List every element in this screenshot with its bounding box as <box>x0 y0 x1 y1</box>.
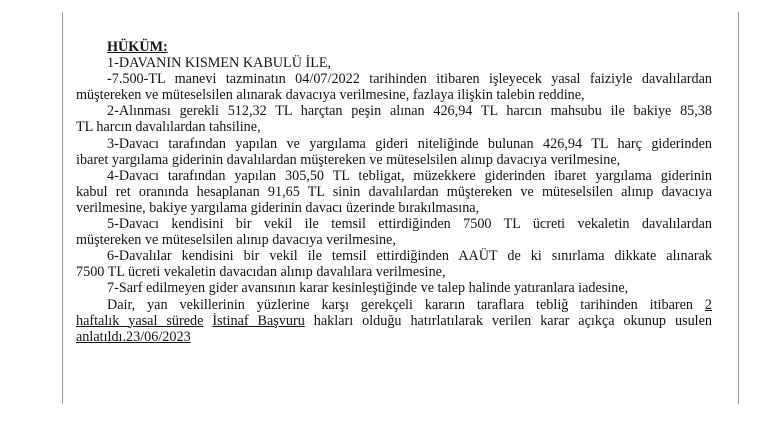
ruling-item-line: 4-Davacı tarafından yapılan 305,50 TL tebligat, müzekkere giderinden ibaret yargılama giderinin <box>107 167 712 184</box>
ruling-date: anlatıldı.23/06/2023 <box>76 328 191 345</box>
ruling-item-line: -7.500-TL manevi tazminatın 04/07/2022 tarihinden itibaren işleyecek yasal faiziyle davalılardan <box>107 71 712 88</box>
ruling-item-line: kabul ret oranında hesaplanan 91,65 TL sinin davalılardan müştereken ve müteselsilen alınıp davacıya <box>76 183 712 200</box>
ruling-item-line: müştereken ve müteselsilen alınıp davacıya verilmesine, <box>76 232 396 249</box>
ruling-item <box>76 216 712 248</box>
ruling-item-line: ibaret yargılama giderinin davalılardan müştereken ve müteselsilen alınıp davacıya verilmesine, <box>76 151 621 168</box>
final-line-2 <box>76 313 712 329</box>
final-line-3 <box>76 329 712 345</box>
ruling-item-line: 5-Davacı kendisini bir vekil ile temsil ettirdiğinden 7500 TL ücreti vekaletin davalılardan <box>107 216 712 233</box>
ruling-item-line: 2-Alınması gerekli 512,32 TL harçtan peşin alınan 426,94 TL harcın mahsubu ile bakiye 85,38 <box>107 103 712 120</box>
ruling-item-line: 6-Davalılar kendisini bir vekil ile temsil ettirdiğinden AAÜT de ki sınırlama dikkate alınarak <box>107 248 712 265</box>
ruling-item-line: 1-DAVANIN KISMEN KABULÜ İLE, <box>107 55 332 72</box>
ruling-item <box>76 248 712 280</box>
appeal-application-text: İstinaf Başvuru <box>212 312 305 329</box>
court-ruling-text <box>76 39 712 345</box>
ruling-item <box>76 168 712 216</box>
ruling-item <box>76 71 712 103</box>
ruling-item <box>76 280 712 296</box>
final-line-2-text: hakları olduğu hatırlatılarak verilen karar açıkça okunup usulen <box>304 312 713 329</box>
left-border-line <box>62 12 63 404</box>
ruling-item-line: TL harcın davalılardan tahsiline, <box>76 119 261 136</box>
ruling-item-line: 7500 TL ücreti vekaletin davacıdan alınıp davalılara verilmesine, <box>76 264 446 281</box>
final-paragraph <box>76 297 712 345</box>
final-line-1-text: Dair, yan vekillerinin yüzlerine karşı gerekçeli kararın taraflara tebliğ tarihinden itibaren <box>107 296 705 313</box>
ruling-heading: HÜKÜM: <box>107 39 168 55</box>
ruling-item-line: 7-Sarf edilmeyen gider avansının karar kesinleştiğinde ve talep halinde yatıranlara iadesine, <box>107 280 629 297</box>
final-line-1 <box>76 297 712 313</box>
right-border-line <box>738 12 739 404</box>
ruling-paragraphs <box>76 55 712 296</box>
ruling-item <box>76 55 712 71</box>
ruling-item <box>76 136 712 168</box>
ruling-item <box>76 103 712 135</box>
ruling-item-line: verilmesine, bakiye yargılama giderinin davacı üzerinde bırakılmasına, <box>76 199 480 216</box>
appeal-period-number: 2 <box>704 296 712 313</box>
ruling-item-line: müştereken ve müteselsilen alınarak davacıya verilmesine, fazlaya ilişkin talebin reddine, <box>76 87 585 104</box>
appeal-period-text: haftalık yasal sürede <box>76 312 204 329</box>
ruling-item-line: 3-Davacı tarafından yapılan ve yargılama gideri niteliğinde bulunan 426,94 TL harç giderinden <box>107 135 712 152</box>
